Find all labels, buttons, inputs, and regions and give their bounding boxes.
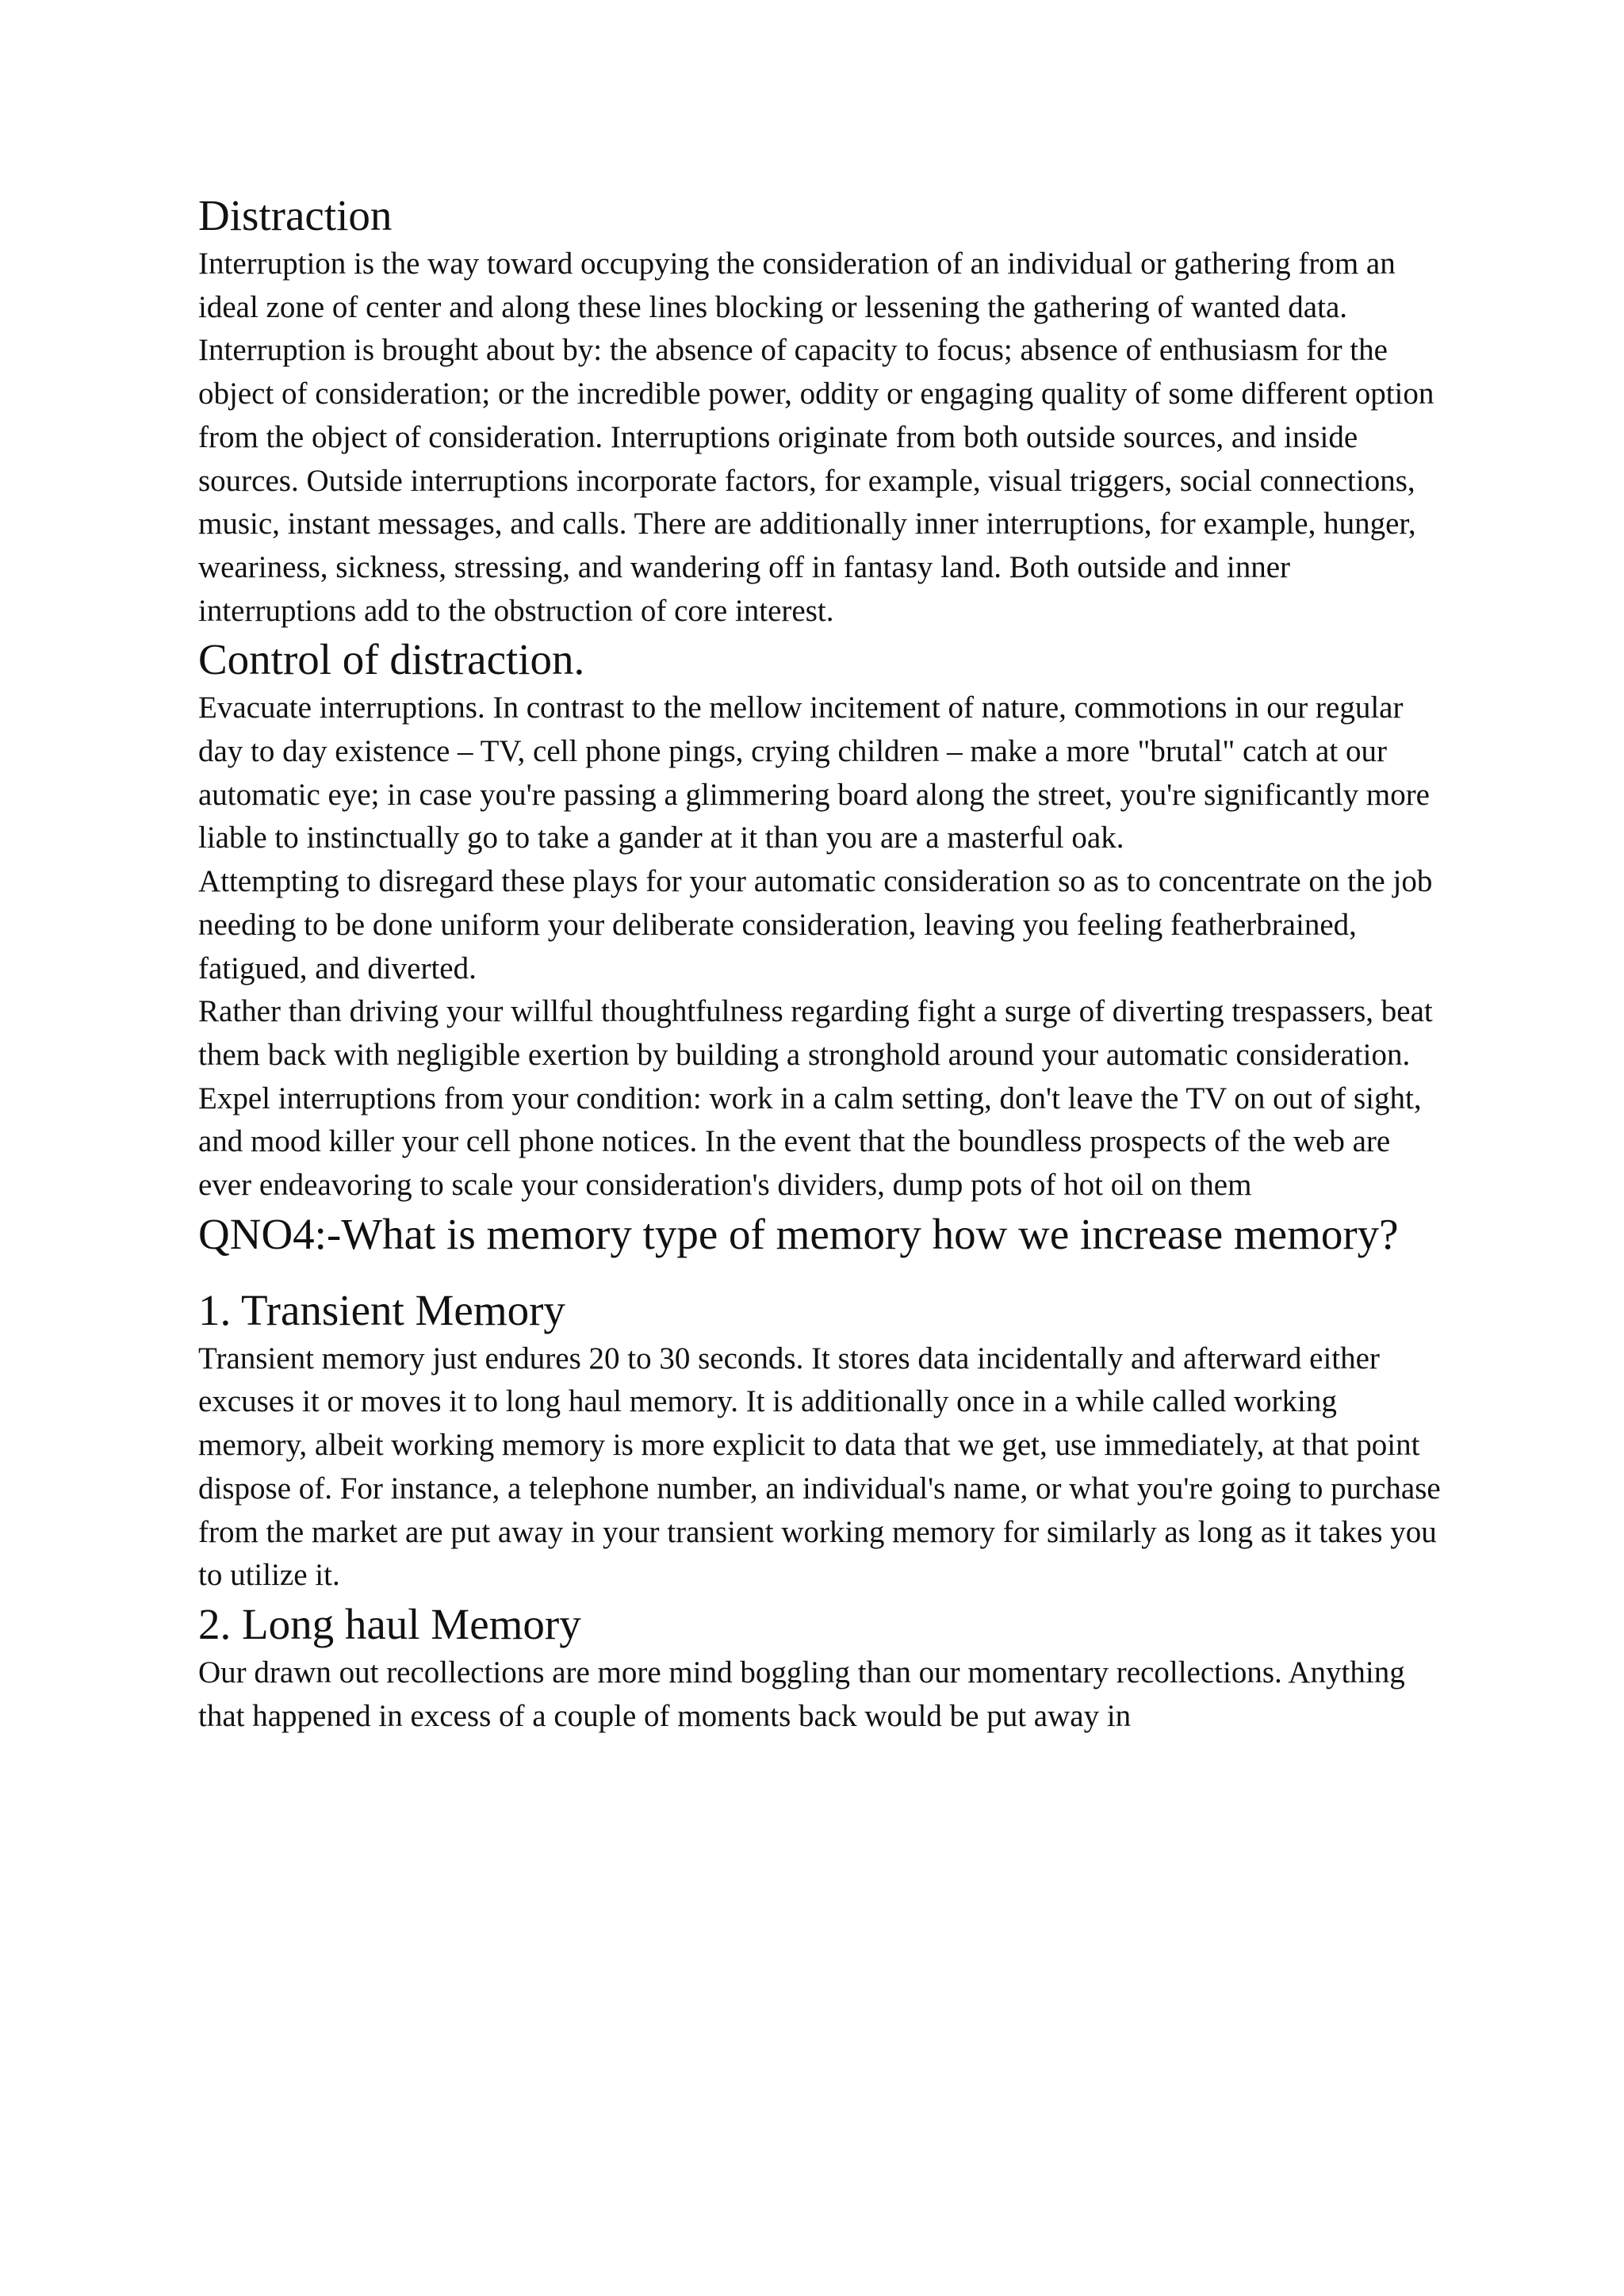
paragraph-distraction: Interruption is the way toward occupying the consideration of an individual or gathering from an ideal zone of center and along these lines blocking or lessening the gathering of wanted data. Interruption is brought about by: the absence of capacity to focus; absence of enthusiasm for the object of consideration; or the incredible power, oddity or engaging quality of some different option from the object of consideration. Interruptions originate from both outside sources, and inside sources. Outside interruptions incorporate factors, for example, visual triggers, social connections, music, instant messages, and calls. There are additionally inner interruptions, for example, hunger, weariness, sickness, stressing, and wandering off in fantasy land. Both outside and inner interruptions add to the obstruction of core interest.	[198, 247, 1434, 628]
heading-long-haul-memory: 2. Long haul Memory	[198, 1599, 581, 1648]
document-page	[198, 189, 1451, 1738]
heading-transient-memory: 1. Transient Memory	[198, 1285, 565, 1334]
paragraph-transient-memory: Transient memory just endures 20 to 30 seconds. It stores data incidentally and afterward either excuses it or moves it to long haul memory. It is additionally once in a while called working memory, albeit working memory is more explicit to data that we get, use immediately, at that point dispose of. For instance, a telephone number, an individual's name, or what you're going to purchase from the market are put away in your transient working memory for similarly as long as it takes you to utilize it.	[198, 1341, 1441, 1593]
paragraph-attempting-to-disregard: Attempting to disregard these plays for your automatic consideration so as to concentrate on the job needing to be done uniform your deliberate consideration, leaving you feeling featherbrained, fatigued, and diverted.	[198, 864, 1433, 985]
paragraph-long-haul-memory: Our drawn out recollections are more mind boggling than our momentary recollections. Anything that happened in excess of a couple of moments back would be put away in	[198, 1655, 1405, 1733]
heading-control-of-distraction: Control of distraction.	[198, 635, 585, 684]
heading-question-memory: QNO4:-What is memory type of memory how we increase memory?	[198, 1209, 1399, 1258]
paragraph-evacuate-interruptions: Evacuate interruptions. In contrast to the mellow incitement of nature, commotions in our regular day to day existence – TV, cell phone pings, crying children – make a more "brutal" catch at our automatic eye; in case you're passing a glimmering board along the street, you're significantly more liable to instinctually go to take a gander at it than you are a masterful oak.	[198, 691, 1430, 855]
paragraph-rather-than-driving: Rather than driving your willful thoughtfulness regarding fight a surge of diverting trespassers, beat them back with negligible exertion by building a stronghold around your automatic consideration. Expel interruptions from your condition: work in a calm setting, don't leave the TV on out of sight, and mood killer your cell phone notices. In the event that the boundless prospects of the web are ever endeavoring to scale your consideration's dividers, dump pots of hot oil on them	[198, 994, 1433, 1203]
heading-distraction: Distraction	[198, 191, 393, 239]
